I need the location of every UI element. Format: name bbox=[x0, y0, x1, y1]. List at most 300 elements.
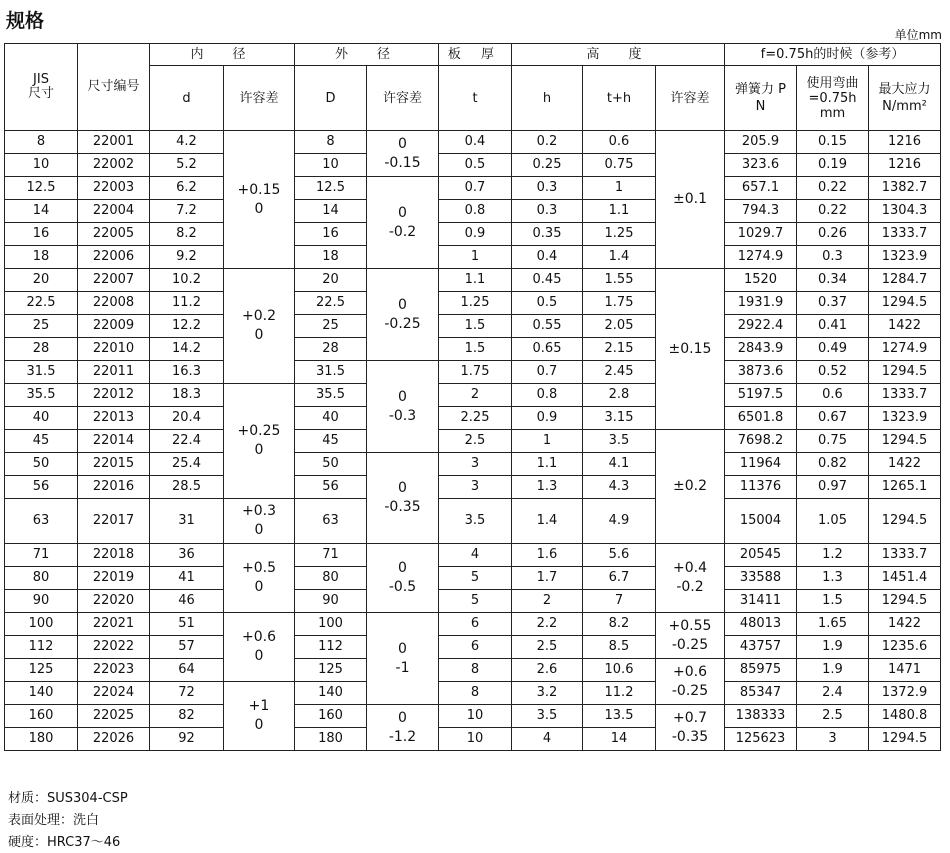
cell-h: 0.8 bbox=[512, 384, 583, 407]
table-row bbox=[5, 476, 941, 499]
cell-h: 0.9 bbox=[512, 407, 583, 430]
cell-inner-d: 46 bbox=[150, 590, 224, 613]
cell-jis: 71 bbox=[5, 544, 78, 567]
cell-thickness: 2 bbox=[439, 384, 512, 407]
cell-t-plus-h: 5.6 bbox=[583, 544, 656, 567]
cell-h: 3.2 bbox=[512, 682, 583, 705]
cell-t-plus-h: 2.05 bbox=[583, 315, 656, 338]
cell-outer-D: 16 bbox=[295, 223, 367, 246]
cell-code: 22002 bbox=[78, 154, 150, 177]
header-max-stress: 最大应力 N/mm² bbox=[869, 66, 941, 131]
cell-t-plus-h: 6.7 bbox=[583, 567, 656, 590]
cell-max-stress: 1294.5 bbox=[869, 361, 941, 384]
cell-spring-force: 1520 bbox=[725, 269, 797, 292]
cell-thickness: 3.5 bbox=[439, 499, 512, 544]
table-row bbox=[5, 292, 941, 315]
cell-deflection: 0.67 bbox=[797, 407, 869, 430]
cell-spring-force: 657.1 bbox=[725, 177, 797, 200]
cell-t-plus-h: 3.15 bbox=[583, 407, 656, 430]
cell-h: 2.6 bbox=[512, 659, 583, 682]
cell-thickness: 10 bbox=[439, 728, 512, 751]
cell-inner-tolerance: +0.15 0 bbox=[224, 131, 295, 269]
cell-inner-tolerance: +1 0 bbox=[224, 682, 295, 751]
cell-inner-d: 5.2 bbox=[150, 154, 224, 177]
table-row bbox=[5, 200, 941, 223]
cell-jis: 28 bbox=[5, 338, 78, 361]
header-h: h bbox=[512, 66, 583, 131]
cell-h: 2.5 bbox=[512, 636, 583, 659]
cell-spring-force: 5197.5 bbox=[725, 384, 797, 407]
table-row bbox=[5, 384, 941, 407]
cell-t-plus-h: 0.75 bbox=[583, 154, 656, 177]
cell-spring-force: 794.3 bbox=[725, 200, 797, 223]
cell-h: 0.25 bbox=[512, 154, 583, 177]
cell-jis: 20 bbox=[5, 269, 78, 292]
cell-h: 0.2 bbox=[512, 131, 583, 154]
cell-outer-D: 140 bbox=[295, 682, 367, 705]
cell-outer-D: 112 bbox=[295, 636, 367, 659]
cell-outer-D: 40 bbox=[295, 407, 367, 430]
table-row bbox=[5, 338, 941, 361]
cell-h: 3.5 bbox=[512, 705, 583, 728]
cell-h: 1.1 bbox=[512, 453, 583, 476]
cell-max-stress: 1471 bbox=[869, 659, 941, 682]
cell-max-stress: 1294.5 bbox=[869, 430, 941, 453]
header-outer-tolerance: 许容差 bbox=[367, 66, 439, 131]
cell-deflection: 0.15 bbox=[797, 131, 869, 154]
cell-h: 1 bbox=[512, 430, 583, 453]
cell-code: 22014 bbox=[78, 430, 150, 453]
cell-spring-force: 323.6 bbox=[725, 154, 797, 177]
table-row bbox=[5, 361, 941, 384]
cell-deflection: 0.75 bbox=[797, 430, 869, 453]
cell-code: 22006 bbox=[78, 246, 150, 269]
cell-max-stress: 1372.9 bbox=[869, 682, 941, 705]
cell-deflection: 0.19 bbox=[797, 154, 869, 177]
cell-t-plus-h: 4.9 bbox=[583, 499, 656, 544]
header-code: 尺寸编号 bbox=[78, 44, 150, 131]
cell-max-stress: 1422 bbox=[869, 453, 941, 476]
cell-outer-tolerance: 0 -0.15 bbox=[367, 131, 439, 177]
cell-outer-D: 25 bbox=[295, 315, 367, 338]
cell-max-stress: 1422 bbox=[869, 613, 941, 636]
header-d: d bbox=[150, 66, 224, 131]
table-row bbox=[5, 131, 941, 154]
cell-thickness: 0.4 bbox=[439, 131, 512, 154]
cell-outer-D: 90 bbox=[295, 590, 367, 613]
cell-max-stress: 1294.5 bbox=[869, 590, 941, 613]
cell-h: 1.3 bbox=[512, 476, 583, 499]
cell-inner-d: 92 bbox=[150, 728, 224, 751]
table-row bbox=[5, 659, 941, 682]
cell-code: 22007 bbox=[78, 269, 150, 292]
header-th: t+h bbox=[583, 66, 656, 131]
cell-outer-tolerance: 0 -1 bbox=[367, 613, 439, 705]
cell-inner-d: 36 bbox=[150, 544, 224, 567]
cell-h: 0.55 bbox=[512, 315, 583, 338]
cell-inner-d: 28.5 bbox=[150, 476, 224, 499]
cell-inner-d: 82 bbox=[150, 705, 224, 728]
cell-thickness: 3 bbox=[439, 453, 512, 476]
unit-label: 单位mm bbox=[894, 28, 942, 42]
cell-spring-force: 33588 bbox=[725, 567, 797, 590]
cell-spring-force: 205.9 bbox=[725, 131, 797, 154]
cell-max-stress: 1284.7 bbox=[869, 269, 941, 292]
cell-code: 22013 bbox=[78, 407, 150, 430]
cell-max-stress: 1333.7 bbox=[869, 544, 941, 567]
cell-t-plus-h: 1.55 bbox=[583, 269, 656, 292]
cell-spring-force: 1029.7 bbox=[725, 223, 797, 246]
cell-deflection: 0.26 bbox=[797, 223, 869, 246]
cell-outer-D: 50 bbox=[295, 453, 367, 476]
cell-inner-tolerance: +0.6 0 bbox=[224, 613, 295, 682]
cell-deflection: 0.82 bbox=[797, 453, 869, 476]
cell-t-plus-h: 11.2 bbox=[583, 682, 656, 705]
cell-deflection: 1.05 bbox=[797, 499, 869, 544]
cell-outer-D: 10 bbox=[295, 154, 367, 177]
cell-code: 22025 bbox=[78, 705, 150, 728]
table-row bbox=[5, 246, 941, 269]
header-deflection: 使用弯曲 =0.75h mm bbox=[797, 66, 869, 131]
cell-deflection: 0.22 bbox=[797, 177, 869, 200]
cell-deflection: 1.3 bbox=[797, 567, 869, 590]
cell-h: 0.65 bbox=[512, 338, 583, 361]
cell-h: 0.3 bbox=[512, 177, 583, 200]
cell-inner-tolerance: +0.2 0 bbox=[224, 269, 295, 384]
cell-deflection: 1.2 bbox=[797, 544, 869, 567]
cell-thickness: 1.1 bbox=[439, 269, 512, 292]
cell-deflection: 0.6 bbox=[797, 384, 869, 407]
cell-spring-force: 11376 bbox=[725, 476, 797, 499]
cell-inner-d: 64 bbox=[150, 659, 224, 682]
cell-deflection: 0.52 bbox=[797, 361, 869, 384]
cell-jis: 16 bbox=[5, 223, 78, 246]
cell-jis: 35.5 bbox=[5, 384, 78, 407]
table-row bbox=[5, 315, 941, 338]
cell-height-tolerance: ±0.1 bbox=[656, 131, 725, 269]
cell-deflection: 0.34 bbox=[797, 269, 869, 292]
cell-deflection: 2.5 bbox=[797, 705, 869, 728]
footer-surface: 表面处理：洗白 bbox=[8, 813, 100, 828]
cell-code: 22011 bbox=[78, 361, 150, 384]
table-row bbox=[5, 613, 941, 636]
cell-thickness: 2.25 bbox=[439, 407, 512, 430]
table-row bbox=[5, 544, 941, 567]
cell-outer-tolerance: 0 -0.35 bbox=[367, 453, 439, 544]
cell-thickness: 1.5 bbox=[439, 338, 512, 361]
cell-outer-D: 80 bbox=[295, 567, 367, 590]
cell-code: 22009 bbox=[78, 315, 150, 338]
cell-outer-D: 31.5 bbox=[295, 361, 367, 384]
cell-outer-D: 8 bbox=[295, 131, 367, 154]
cell-thickness: 2.5 bbox=[439, 430, 512, 453]
cell-h: 2 bbox=[512, 590, 583, 613]
cell-spring-force: 11964 bbox=[725, 453, 797, 476]
cell-deflection: 0.22 bbox=[797, 200, 869, 223]
cell-outer-D: 20 bbox=[295, 269, 367, 292]
header-D: D bbox=[295, 66, 367, 131]
header-height: 高 度 bbox=[512, 44, 725, 66]
table-row bbox=[5, 430, 941, 453]
cell-thickness: 1.75 bbox=[439, 361, 512, 384]
table-row bbox=[5, 728, 941, 751]
cell-outer-D: 160 bbox=[295, 705, 367, 728]
footer-hardness: 硬度：HRC37～46 bbox=[8, 835, 121, 850]
cell-t-plus-h: 0.6 bbox=[583, 131, 656, 154]
cell-deflection: 3 bbox=[797, 728, 869, 751]
cell-jis: 125 bbox=[5, 659, 78, 682]
cell-jis: 22.5 bbox=[5, 292, 78, 315]
cell-thickness: 8 bbox=[439, 659, 512, 682]
cell-thickness: 1.25 bbox=[439, 292, 512, 315]
cell-inner-tolerance: +0.5 0 bbox=[224, 544, 295, 613]
cell-code: 22012 bbox=[78, 384, 150, 407]
page-title: 规格 bbox=[6, 10, 45, 32]
cell-inner-d: 12.2 bbox=[150, 315, 224, 338]
cell-inner-d: 18.3 bbox=[150, 384, 224, 407]
cell-spring-force: 85975 bbox=[725, 659, 797, 682]
cell-t-plus-h: 1.4 bbox=[583, 246, 656, 269]
cell-spring-force: 20545 bbox=[725, 544, 797, 567]
cell-code: 22010 bbox=[78, 338, 150, 361]
cell-inner-d: 22.4 bbox=[150, 430, 224, 453]
table-row bbox=[5, 567, 941, 590]
cell-thickness: 1 bbox=[439, 246, 512, 269]
cell-spring-force: 31411 bbox=[725, 590, 797, 613]
cell-inner-d: 16.3 bbox=[150, 361, 224, 384]
cell-jis: 90 bbox=[5, 590, 78, 613]
cell-spring-force: 2843.9 bbox=[725, 338, 797, 361]
cell-jis: 140 bbox=[5, 682, 78, 705]
cell-max-stress: 1333.7 bbox=[869, 223, 941, 246]
cell-t-plus-h: 1 bbox=[583, 177, 656, 200]
cell-jis: 160 bbox=[5, 705, 78, 728]
cell-t-plus-h: 1.1 bbox=[583, 200, 656, 223]
cell-height-tolerance: +0.7 -0.35 bbox=[656, 705, 725, 751]
cell-spring-force: 15004 bbox=[725, 499, 797, 544]
cell-t-plus-h: 10.6 bbox=[583, 659, 656, 682]
header-reference: f=0.75h的时候（参考） bbox=[725, 44, 941, 66]
cell-thickness: 5 bbox=[439, 567, 512, 590]
cell-thickness: 3 bbox=[439, 476, 512, 499]
cell-inner-d: 72 bbox=[150, 682, 224, 705]
cell-code: 22015 bbox=[78, 453, 150, 476]
cell-deflection: 0.97 bbox=[797, 476, 869, 499]
cell-inner-d: 25.4 bbox=[150, 453, 224, 476]
cell-outer-D: 28 bbox=[295, 338, 367, 361]
cell-inner-d: 8.2 bbox=[150, 223, 224, 246]
table-row bbox=[5, 453, 941, 476]
cell-code: 22001 bbox=[78, 131, 150, 154]
cell-spring-force: 1931.9 bbox=[725, 292, 797, 315]
cell-code: 22003 bbox=[78, 177, 150, 200]
table-row bbox=[5, 223, 941, 246]
cell-deflection: 1.9 bbox=[797, 636, 869, 659]
cell-t-plus-h: 3.5 bbox=[583, 430, 656, 453]
cell-max-stress: 1235.6 bbox=[869, 636, 941, 659]
cell-jis: 112 bbox=[5, 636, 78, 659]
header-spring-force: 弹簧力 P N bbox=[725, 66, 797, 131]
cell-outer-tolerance: 0 -0.2 bbox=[367, 177, 439, 269]
cell-deflection: 0.37 bbox=[797, 292, 869, 315]
cell-t-plus-h: 2.45 bbox=[583, 361, 656, 384]
cell-inner-d: 14.2 bbox=[150, 338, 224, 361]
table-row bbox=[5, 154, 941, 177]
cell-max-stress: 1323.9 bbox=[869, 246, 941, 269]
cell-height-tolerance: +0.6 -0.25 bbox=[656, 659, 725, 705]
cell-h: 0.3 bbox=[512, 200, 583, 223]
cell-h: 1.4 bbox=[512, 499, 583, 544]
cell-h: 0.7 bbox=[512, 361, 583, 384]
cell-deflection: 1.65 bbox=[797, 613, 869, 636]
cell-t-plus-h: 14 bbox=[583, 728, 656, 751]
cell-inner-d: 4.2 bbox=[150, 131, 224, 154]
cell-h: 0.5 bbox=[512, 292, 583, 315]
cell-code: 22017 bbox=[78, 499, 150, 544]
cell-max-stress: 1304.3 bbox=[869, 200, 941, 223]
cell-thickness: 10 bbox=[439, 705, 512, 728]
cell-outer-D: 56 bbox=[295, 476, 367, 499]
cell-inner-d: 10.2 bbox=[150, 269, 224, 292]
cell-deflection: 1.9 bbox=[797, 659, 869, 682]
cell-max-stress: 1323.9 bbox=[869, 407, 941, 430]
cell-code: 22016 bbox=[78, 476, 150, 499]
cell-jis: 31.5 bbox=[5, 361, 78, 384]
cell-jis: 50 bbox=[5, 453, 78, 476]
cell-t-plus-h: 13.5 bbox=[583, 705, 656, 728]
cell-t-plus-h: 4.1 bbox=[583, 453, 656, 476]
cell-outer-D: 71 bbox=[295, 544, 367, 567]
cell-outer-D: 14 bbox=[295, 200, 367, 223]
cell-t-plus-h: 8.2 bbox=[583, 613, 656, 636]
cell-t-plus-h: 2.15 bbox=[583, 338, 656, 361]
header-inner-tolerance: 许容差 bbox=[224, 66, 295, 131]
spec-table bbox=[4, 43, 941, 751]
cell-deflection: 1.5 bbox=[797, 590, 869, 613]
cell-jis: 14 bbox=[5, 200, 78, 223]
cell-jis: 180 bbox=[5, 728, 78, 751]
cell-jis: 10 bbox=[5, 154, 78, 177]
cell-outer-tolerance: 0 -0.5 bbox=[367, 544, 439, 613]
cell-code: 22018 bbox=[78, 544, 150, 567]
cell-spring-force: 43757 bbox=[725, 636, 797, 659]
cell-t-plus-h: 8.5 bbox=[583, 636, 656, 659]
cell-inner-d: 51 bbox=[150, 613, 224, 636]
cell-inner-d: 11.2 bbox=[150, 292, 224, 315]
cell-code: 22008 bbox=[78, 292, 150, 315]
cell-spring-force: 138333 bbox=[725, 705, 797, 728]
cell-outer-D: 22.5 bbox=[295, 292, 367, 315]
cell-code: 22022 bbox=[78, 636, 150, 659]
cell-max-stress: 1451.4 bbox=[869, 567, 941, 590]
cell-t-plus-h: 4.3 bbox=[583, 476, 656, 499]
cell-t-plus-h: 2.8 bbox=[583, 384, 656, 407]
cell-outer-D: 63 bbox=[295, 499, 367, 544]
cell-max-stress: 1382.7 bbox=[869, 177, 941, 200]
cell-outer-D: 35.5 bbox=[295, 384, 367, 407]
cell-spring-force: 3873.6 bbox=[725, 361, 797, 384]
cell-thickness: 6 bbox=[439, 613, 512, 636]
table-row bbox=[5, 177, 941, 200]
cell-max-stress: 1294.5 bbox=[869, 728, 941, 751]
cell-h: 4 bbox=[512, 728, 583, 751]
table-row bbox=[5, 269, 941, 292]
cell-t-plus-h: 1.75 bbox=[583, 292, 656, 315]
cell-jis: 12.5 bbox=[5, 177, 78, 200]
cell-code: 22021 bbox=[78, 613, 150, 636]
cell-thickness: 6 bbox=[439, 636, 512, 659]
cell-h: 0.45 bbox=[512, 269, 583, 292]
cell-jis: 80 bbox=[5, 567, 78, 590]
cell-code: 22004 bbox=[78, 200, 150, 223]
header-outer-diameter: 外 径 bbox=[295, 44, 439, 66]
cell-max-stress: 1294.5 bbox=[869, 499, 941, 544]
cell-outer-D: 180 bbox=[295, 728, 367, 751]
cell-max-stress: 1333.7 bbox=[869, 384, 941, 407]
cell-code: 22005 bbox=[78, 223, 150, 246]
cell-max-stress: 1422 bbox=[869, 315, 941, 338]
cell-max-stress: 1216 bbox=[869, 154, 941, 177]
cell-outer-D: 45 bbox=[295, 430, 367, 453]
header-jis: JIS 尺寸 bbox=[5, 44, 78, 131]
cell-t-plus-h: 7 bbox=[583, 590, 656, 613]
cell-code: 22020 bbox=[78, 590, 150, 613]
cell-spring-force: 85347 bbox=[725, 682, 797, 705]
table-row bbox=[5, 682, 941, 705]
cell-outer-tolerance: 0 -0.3 bbox=[367, 361, 439, 453]
cell-jis: 8 bbox=[5, 131, 78, 154]
cell-inner-d: 20.4 bbox=[150, 407, 224, 430]
cell-jis: 40 bbox=[5, 407, 78, 430]
cell-h: 2.2 bbox=[512, 613, 583, 636]
cell-spring-force: 7698.2 bbox=[725, 430, 797, 453]
cell-inner-d: 7.2 bbox=[150, 200, 224, 223]
cell-max-stress: 1265.1 bbox=[869, 476, 941, 499]
cell-spring-force: 125623 bbox=[725, 728, 797, 751]
cell-thickness: 1.5 bbox=[439, 315, 512, 338]
cell-inner-tolerance: +0.3 0 bbox=[224, 499, 295, 544]
cell-inner-d: 57 bbox=[150, 636, 224, 659]
cell-outer-D: 100 bbox=[295, 613, 367, 636]
cell-outer-D: 12.5 bbox=[295, 177, 367, 200]
spec-table-body bbox=[5, 131, 941, 751]
cell-spring-force: 48013 bbox=[725, 613, 797, 636]
cell-height-tolerance: ±0.15 bbox=[656, 269, 725, 430]
table-row bbox=[5, 407, 941, 430]
cell-thickness: 4 bbox=[439, 544, 512, 567]
cell-thickness: 0.7 bbox=[439, 177, 512, 200]
cell-inner-d: 31 bbox=[150, 499, 224, 544]
cell-max-stress: 1216 bbox=[869, 131, 941, 154]
header-plate-thickness: 板 厚 bbox=[439, 44, 512, 66]
cell-spring-force: 2922.4 bbox=[725, 315, 797, 338]
cell-jis: 56 bbox=[5, 476, 78, 499]
cell-outer-D: 125 bbox=[295, 659, 367, 682]
cell-outer-tolerance: 0 -0.25 bbox=[367, 269, 439, 361]
cell-outer-tolerance: 0 -1.2 bbox=[367, 705, 439, 751]
cell-code: 22024 bbox=[78, 682, 150, 705]
cell-height-tolerance: +0.4 -0.2 bbox=[656, 544, 725, 613]
cell-code: 22019 bbox=[78, 567, 150, 590]
cell-h: 0.35 bbox=[512, 223, 583, 246]
table-row bbox=[5, 499, 941, 544]
cell-height-tolerance: +0.55 -0.25 bbox=[656, 613, 725, 659]
cell-inner-d: 41 bbox=[150, 567, 224, 590]
cell-spring-force: 1274.9 bbox=[725, 246, 797, 269]
cell-inner-d: 6.2 bbox=[150, 177, 224, 200]
cell-thickness: 8 bbox=[439, 682, 512, 705]
cell-spring-force: 6501.8 bbox=[725, 407, 797, 430]
